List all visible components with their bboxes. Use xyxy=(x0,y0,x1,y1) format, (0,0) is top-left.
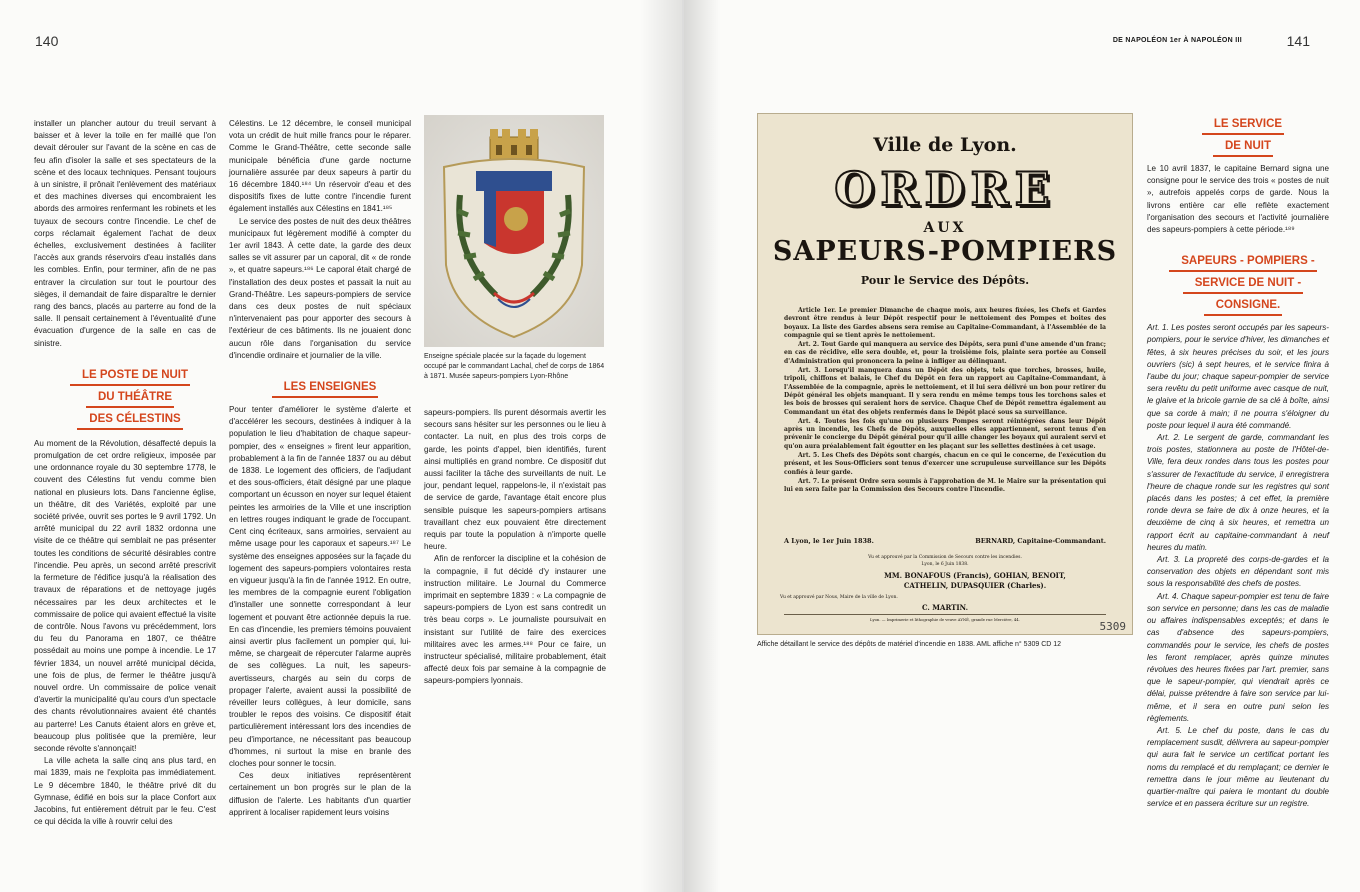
paragraph: Ces deux initiatives représentèrent certainement un bon progrès sur le plan de la diffusion de l'alerte. Les habitants d'un quartier apprirent à localiser rapidement leurs voisins xyxy=(229,771,411,817)
paragraph: Le service des postes de nuit des deux théâtres municipaux fut légèrement modifié à compter du 1er avril 1843. À cette date, la garde des deux salles se vit assurer par un caporal, dit « de ronde », et quatre sapeurs.¹⁸⁶ Le caporal était chargé de l'installation des deux postes et passait la nuit au Grand-Théâtre. Les sapeurs-pompiers de service dans ces deux postes de nuit spéciaux n'intervenaient pas pour apporter des secours à l'extérieur de ces bâtiments. Ils ne jouaient donc aucun rôle dans l'organisation du service d'incendie ordinaire et journalier de la ville. xyxy=(229,216,411,360)
gutter-shadow xyxy=(640,0,682,892)
poster-mayor: C. MARTIN. xyxy=(921,603,969,612)
paragraph: Pour tenter d'améliorer le système d'alerte et d'accélérer les secours, destinées à indiquer à la population le lieu d'habitation de chaque sapeur-pompier, des « enseignes » firent leur apparition, probablement à la fin de l'année 1837 ou au début de 1838. Le logement des officiers, de l'adjudant et des sous-officiers, était désigné par une plaque comportant un écusson en noyer sur lequel étaient peintes les armoiries de la Ville et une inscription en lettres rouges indiquant le grade de l'occupant. Cent cinq écriteaux, sans armoiries, servaient au même usage pour les caporaux et sapeurs.¹⁸⁷ Le système des enseignes apposées sur la façade du logement des sapeurs-pompiers volontaires resta en vigueur jusqu'à la fin de l'année 1912. En outre, les membres de la compagnie eurent l'obligation d'installer une sonnette correspondant à leur logement et pouvant être actionnée depuis la rue. En cas d'incendie, les premiers témoins pouvaient ainsi avertir plus facilement un pompier qui, lui-même, se chargeait de répercuter l'alarme auprès de ses collègues. La nuit, les sapeurs-avertisseurs, chargés au sein du corps de propager l'alerte, avaient aussi la possibilité de réveiller leurs collègues, à leur domicile, sans troubler le repos des voisins. Ce dispositif était particulièrement intéressant lors des incendies de peu d'importance, ne nécessitant pas beaucoup d'hommes, ni surtout la mise en branle des cloches pour sonner le tocsin. xyxy=(229,405,411,768)
poster-date: A Lyon, le 1er Juin 1838. xyxy=(784,537,874,545)
section-heading-service-de-nuit xyxy=(1147,113,1329,157)
poster-aux: AUX xyxy=(923,220,967,236)
paragraph: Le 10 avril 1837, le capitaine Bernard signa une consigne pour le service des trois « postes de nuit », autrefois appelés corps de garde. Nous la livrons entière car elle reflète exactement l'organisation des secours et l'activité journalière des sapeurs-pompiers à cette période.¹⁸⁹ xyxy=(1147,164,1329,235)
shield-sign-icon xyxy=(424,115,604,347)
heading-line: DES CÉLESTINS xyxy=(77,410,182,430)
poster-date-signature xyxy=(784,537,1106,545)
photo-caption: Enseigne spéciale placée sur la façade du logement occupé par le commandant Lachal, chef de corps de 1864 à 1871. Musée sapeurs-pompiers Lyon-Rhône xyxy=(424,353,605,381)
paragraph: Afin de renforcer la discipline et la cohésion de la compagnie, il fut décidé d'y instaurer une instruction militaire. Le Journal du Commerce imprimait en septembre 1839 : « La compagnie de sapeurs-pompiers de Lyon est sans contredit un très beau corps ». Le journaliste poursuivait en insistant sur l'utilité de faire des exercices militaires avec les armes.¹⁸⁸ Pour ce faire, un instructeur spécialisé, militaire probablement, était affecté deux fois par semaine à la compagnie de sapeurs-pompiers lyonnais. xyxy=(424,554,606,686)
poster-article: Art. 5. Les Chefs des Dépôts sont chargés, chacun en ce qui le concerne, de l'exécution du présent, et les Sous-Officiers sont tenus d'exercer une scrupuleuse surveillance sur les Dépôts confiés à leur garde. xyxy=(784,452,1106,476)
consigne-article: Art. 3. La propreté des corps-de-gardes et la conservation des objets en dépendant sont mis sous la responsabilité des chefs de postes. xyxy=(1147,555,1329,589)
heading-line: LE SERVICE xyxy=(1202,115,1284,135)
page-number-right: 141 xyxy=(1286,33,1310,49)
right-sidebar-column xyxy=(1147,113,1329,810)
page-number-left: 140 xyxy=(35,33,59,49)
poster-inventory-stamp: 5309 xyxy=(1099,620,1126,633)
heading-line: DU THÉÂTRE xyxy=(86,388,174,408)
consigne-article: Art. 2. Le sergent de garde, commandant les trois postes, stationnera au poste de l'Hôtel-de-Ville, fera deux rondes dans tous les postes pour s'assurer de l'exactitude du service, il enregistrera l'heure de chaque ronde sur les registres qui sont placés dans les postes; à cet effet, la première ronde devra se faire de dix à onze heures, et la deuxième de cinq à six heures, et remettra un rapport écrit au capitaine-commandant à neuf heures du matin. xyxy=(1147,433,1329,552)
poster-article: Article 1er. Le premier Dimanche de chaque mois, aux heures fixées, les Chefs et Gardes devront être rendus à leur Dépôt respectif pour le nettoiement des Pompes et boites des boyaux. La liste des Gardes absens sera remise au Capitaine-Commandant, à l'Assemblée de la compagnie qui se tient après le nettoiement. xyxy=(784,307,1106,339)
section-heading-enseignes xyxy=(229,376,411,398)
paragraph: Au moment de la Révolution, désaffecté depuis la promulgation de cet ordre religieux, imposée par une ordonnance royale du 30 septembre 1778, le couvent des Célestins fut vendu comme bien national en plusieurs lots. Dans l'ancienne église, un théâtre, dit des Variétés, exploité par une société privée, ouvrit ses portes le 9 avril 1792. Un arrêté municipal du 22 avril 1832 ordonna une visite de ce théâtre qui semblait ne pas présenter toutes les conditions de sécurité désirables contre l'incendie. Peu après, un second arrêté prescrivit la fermeture de l'édifice jusqu'à la réalisation des travaux de réparations et de nettoyage jugés nécessaires par les deux architectes et le commissaire de police qui avaient effectué la visite de contrôle. Nous l'avons vu précédemment, lors du feu du Panorama en 1807, ce théâtre possédait au moins une pompe à incendie. Le 17 février 1834, un nouvel arrêté municipal décida, une fois de plus, de fermer le théâtre jusqu'à nouvel ordre. Un commissaire de police venait d'avertir la municipalité qu'au cours d'un spectacle des chants révolutionnaires avaient été chantés au parterre! Les Canuts étaient alors en grève et, beaucoup plus politisée que la première, leur seconde révolte s'annonçait! xyxy=(34,438,216,753)
section-heading-consigne xyxy=(1147,250,1329,316)
poster-caption: Affiche détaillant le service des dépôts de matériel d'incendie en 1838. AML affiche n° 5309 CD 12 xyxy=(757,641,1062,648)
section-heading-poste-de-nuit xyxy=(34,364,216,430)
poster-rule xyxy=(784,614,1106,615)
poster-ordre-sapeurs-pompiers xyxy=(757,113,1133,635)
poster-subject: SAPEURS-POMPIERS xyxy=(772,236,1118,267)
poster-city: Ville de Lyon. xyxy=(873,134,1017,156)
poster-title: ORDRE xyxy=(834,162,1056,216)
heading-line: SAPEURS - POMPIERS - xyxy=(1169,252,1317,272)
poster-article: Art. 7. Le présent Ordre sera soumis à l'approbation de M. le Maire sur la présentation qui lui en sera faite par la Commission des Secours contre l'incendie. xyxy=(784,477,1106,494)
heading-line: DE NUIT xyxy=(1213,137,1273,157)
left-column-3 xyxy=(424,407,606,688)
poster-article: Art. 2. Tout Garde qui manquera au service des Dépôts, sera puni d'une amende d'un franc; en cas de récidive, elle sera double, et, pour la troisième fois, plainte sera portée au Conseil d'Administration qui prononcera la peine à infliger au délinquant. xyxy=(784,341,1106,365)
heading-line: SERVICE DE NUIT - xyxy=(1183,274,1304,294)
paragraph: Célestins. Le 12 décembre, le conseil municipal vota un crédit de huit mille francs pour le réparer. Comme le Grand-Théâtre, cette seconde salle municipale bénéficia d'une garde nocturne journalière assurée par deux sapeurs à partir du 16 décembre 1840.¹⁸⁴ Un réservoir d'eau et des dispositifs fixes de lutte contre l'incendie furent également installés aux Célestins en 1841.¹⁸⁵ xyxy=(229,119,411,214)
paragraph: sapeurs-pompiers. Ils purent désormais avertir les secours sans hésiter sur les personnes ou le lieu à contacter. La nuit, en plus des trois corps de garde, les points d'appel, bien identifiés, furent ainsi multipliés en grand nombre. Ce dispositif dut aussi faciliter la tâche des surveillants de nuit. Le jour, pendant lequel, rappelons-le, il n'existait pas de service de garde, l'avantage était encore plus sensible puisque les sapeurs-pompiers artisans travaillant chez eux pouvaient être directement requis par toute la population à n'importe quelle heure. xyxy=(424,408,606,552)
poster-signature: BERNARD, Capitaine-Commandant. xyxy=(975,537,1106,545)
consigne-article: Art. 5. Le chef du poste, dans le cas du remplacement susdit, délivrera au sapeur-pompier qui aura fait le service un certificat portant les noms du remplacé et du remplaçant; ce dernier le remettra dans le jour même au lieutenant du quartier-maître qui paiera le montant du double service et en passera écriture sur un registre. xyxy=(1147,725,1329,809)
paragraph: installer un plancher autour du treuil servant à baisser et à lever la toile en fer maillé que l'on devait dérouler sur l'avant de la scène en cas de feu afin d'isoler la salle et ses spectateurs de la scène et des locaux techniques. Pensant toujours à un sinistre, il prônait l'enlèvement des matériaux et des machines diverses qui encombraient les abords des armoires renfermant les robinets et les tuyaux de secours contre l'incendie. Le chef de corps réclamait également l'achat de deux échelles, exclusivement destinées à faciliter l'accès aux grands réservoirs d'eau installés dans les combles. Enfin, pour terminer, afin de ne pas entraver la circulation sur tout le pourtour des sièges, il demandait de faire disparaître le dernier rang des bancs, placés au parterre au fond de la salle. Il pensait certainement à l'éventualité d'une évacuation d'urgence de la salle en cas de sinistre. xyxy=(34,119,216,348)
consigne-article: Art. 1. Les postes seront occupés par les sapeurs-pompiers, pour le service d'hiver, les dimanches et fêtes, à six heures précises du soir, et les jours ouvriers (sic) à sept heures, et le service finira à l'aube du jour; chaque sapeur-pompier de service sera revêtu du petit uniforme avec casque de nuit, le glaive et la bricole garnie de sa clé à boîte, ainsi que sa corde à main; il ne pourra s'éloigner du poste pour lequel il aura été commandé. xyxy=(1147,323,1329,430)
heading-line: LES ENSEIGNES xyxy=(272,378,379,398)
poster-printer: Lyon. — Imprimerie et lithographie de veuve AYNÉ, grande rue Mercière, 44. xyxy=(870,617,1020,622)
gutter-shadow xyxy=(684,0,720,892)
poster-articles xyxy=(784,307,1106,496)
poster-names-2: CATHELIN, DUPASQUIER (Charles). xyxy=(903,581,1047,590)
shield-sign-photo xyxy=(424,115,604,347)
poster-subtitle: Pour le Service des Dépôts. xyxy=(860,274,1030,287)
paragraph: La ville acheta la salle cinq ans plus tard, en mai 1839, mais ne l'exploita pas immédiatement. Le 9 décembre 1840, le théâtre privé dit du Gymnase, édifié en bois sur la place Confort aux Jacobins, fut entièrement détruit par le feu. C'est ce qui décida la ville à rouvrir celui des xyxy=(34,756,216,827)
running-head: DE NAPOLÉON 1er À NAPOLÉON III xyxy=(1112,37,1242,44)
heading-line: LE POSTE DE NUIT xyxy=(70,366,190,386)
poster-approval-mayor: Vu et approuvé par Nous, Maire de la ville de Lyon. xyxy=(780,595,898,600)
poster-approval-date: Lyon, le 6 Juin 1838. xyxy=(921,562,969,567)
left-column-2 xyxy=(229,118,411,819)
left-column-1 xyxy=(34,118,216,828)
poster-approval-commission: Vu et approuvé par la Commission de Secours contre les incendies. xyxy=(868,555,1022,560)
poster-article: Art. 4. Toutes les fois qu'une ou plusieurs Pompes seront réintégrées dans leur Dépôt après un incendie, les Chefs de Dépôts, auxquelles elles appartiennent, seront tenus d'en prévenir le concierge du Dépôt général pour qu'il aille changer les boyaux qui auraient servi et qu'on aura préalablement fait égoutter en les plaçant sur les sellettes destinées à cet usage. xyxy=(784,417,1106,450)
heading-line: CONSIGNE. xyxy=(1204,296,1283,316)
poster-article: Art. 3. Lorsqu'il manquera dans un Dépôt des objets, tels que torches, brosses, huile, tripoli, chiffons et balais, le Chef du Dépôt en fera un rapport au Capitaine-Commandant, à l'Assemblée de la compagnie, après le nettoiement, et il lui sera délivré un bon pour retirer du Dépôt général les objets manquant. Il y sera rendu en même temps tous les torchons sales et les bois de brosses qui seraient hors de service. Chaque Chef de Dépôt remettra également au Commandant un état des objets renfermés dans le Dépôt placé sous sa surveillance. xyxy=(784,367,1106,416)
poster-names-1: MM. BONAFOUS (Francis), GOHIAN, BENOIT, xyxy=(884,571,1066,580)
consigne-article: Art. 4. Chaque sapeur-pompier est tenu de faire son service en personne; dans les cas de maladie ou affaires indispensables exceptés; et dans le cas d'absence des sapeurs-pompiers, commandés pour le service, les chefs de postes les feront remplacer, après quinze minutes révolues des heures fixées par l'art. premier, sans que le sapeur-pompier, qui viendrait après ce délai, puisse prétendre à faire son service par lui-même, et il sera en outre puni selon les règlements. xyxy=(1147,591,1329,723)
